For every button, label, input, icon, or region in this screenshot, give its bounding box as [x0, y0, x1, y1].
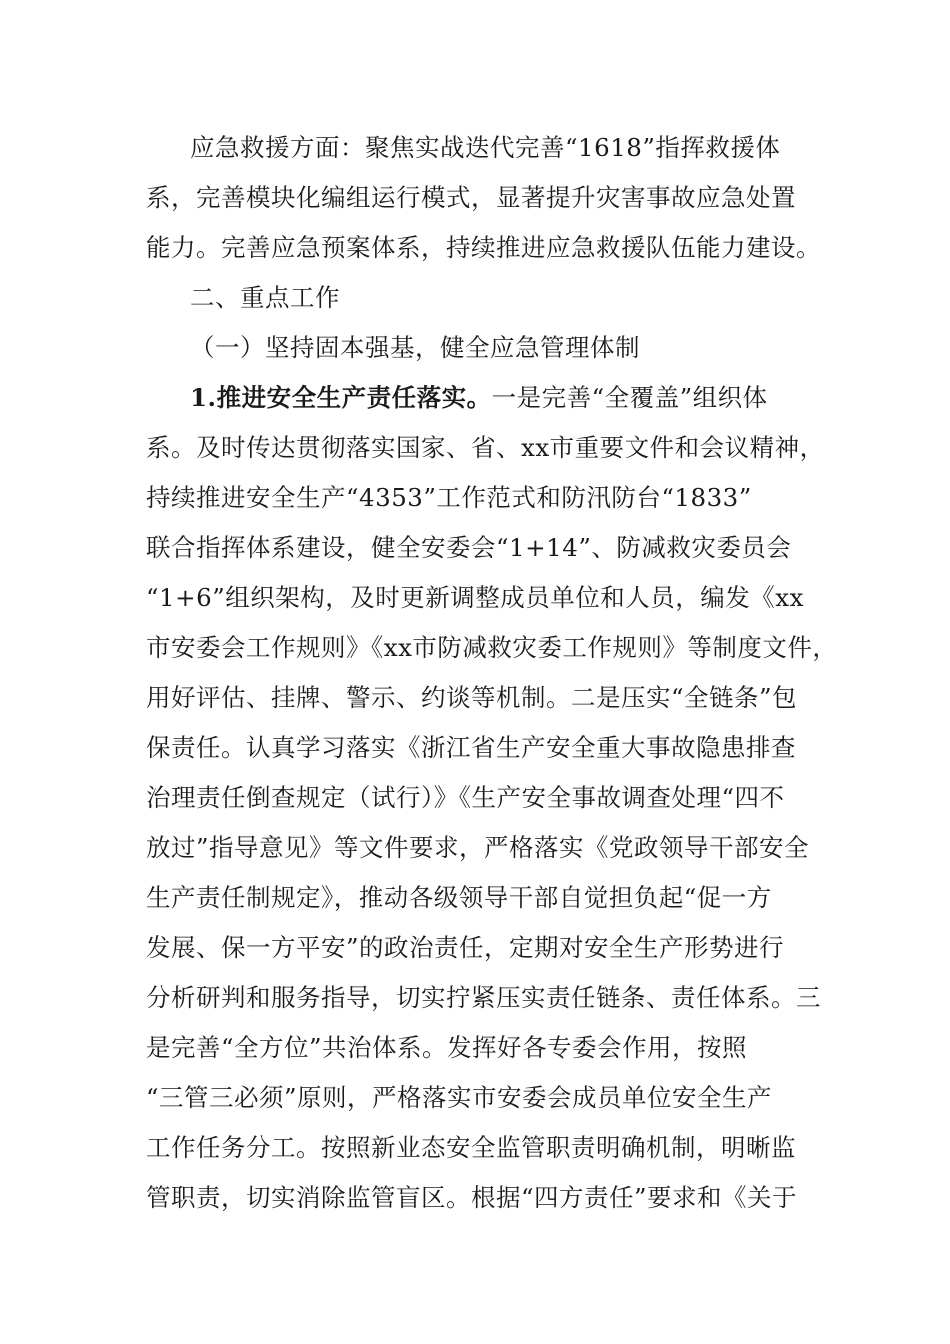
paragraph-line: 治理责任倒查规定（试行）》《生产安全事故调查处理“四不	[146, 783, 785, 812]
item-text: 一是完善“全覆盖”组织体	[491, 383, 768, 412]
paragraph-line: “三管三必须”原则，严格落实市安委会成员单位安全生产	[146, 1083, 773, 1112]
paragraph-line: 系。及时传达贯彻落实国家、省、xx市重要文件和会议精神，	[146, 433, 825, 462]
paragraph-line: 管职责，切实消除监管盲区。根据“四方责任”要求和《关于	[146, 1183, 798, 1212]
section-heading: 二、重点工作	[190, 283, 340, 312]
paragraph-line: 分析研判和服务指导，切实拧紧压实责任链条、责任体系。三	[146, 983, 821, 1012]
paragraph-line: “1+6”组织架构，及时更新调整成员单位和人员，编发《xx	[146, 583, 804, 612]
paragraph-line: 是完善“全方位”共治体系。发挥好各专委会作用，按照	[146, 1033, 748, 1062]
subsection-heading: （一）坚持固本强基，健全应急管理体制	[190, 333, 640, 362]
paragraph-line: 工作任务分工。按照新业态安全监管职责明确机制，明晰监	[146, 1133, 796, 1162]
paragraph-line: 系，完善模块化编组运行模式，显著提升灾害事故应急处置	[146, 183, 796, 212]
paragraph-line: 发展、保一方平安”的政治责任，定期对安全生产形势进行	[146, 933, 785, 962]
paragraph-line: 能力。完善应急预案体系，持续推进应急救援队伍能力建设。	[146, 233, 821, 262]
paragraph-line: 应急救援方面：聚焦实战迭代完善“1618”指挥救援体	[190, 133, 781, 162]
paragraph-line: 市安委会工作规则》《xx市防减救灾委工作规则》等制度文件，	[146, 633, 838, 662]
paragraph-line: 放过”指导意见》等文件要求，严格落实《党政领导干部安全	[146, 833, 810, 862]
paragraph-line: 保责任。认真学习落实《浙江省生产安全重大事故隐患排查	[146, 733, 796, 762]
item-heading: 1.推进安全生产责任落实。	[190, 383, 492, 412]
paragraph-line: 联合指挥体系建设，健全安委会“1+14”、防减救灾委员会	[146, 533, 792, 562]
paragraph-line: 用好评估、挂牌、警示、约谈等机制。二是压实“全链条”包	[146, 683, 798, 712]
paragraph-line: 生产责任制规定》，推动各级领导干部自觉担负起“促一方	[146, 883, 772, 912]
paragraph-line: 持续推进安全生产“4353”工作范式和防汛防台“1833”	[146, 483, 752, 512]
item-line	[190, 382, 860, 414]
